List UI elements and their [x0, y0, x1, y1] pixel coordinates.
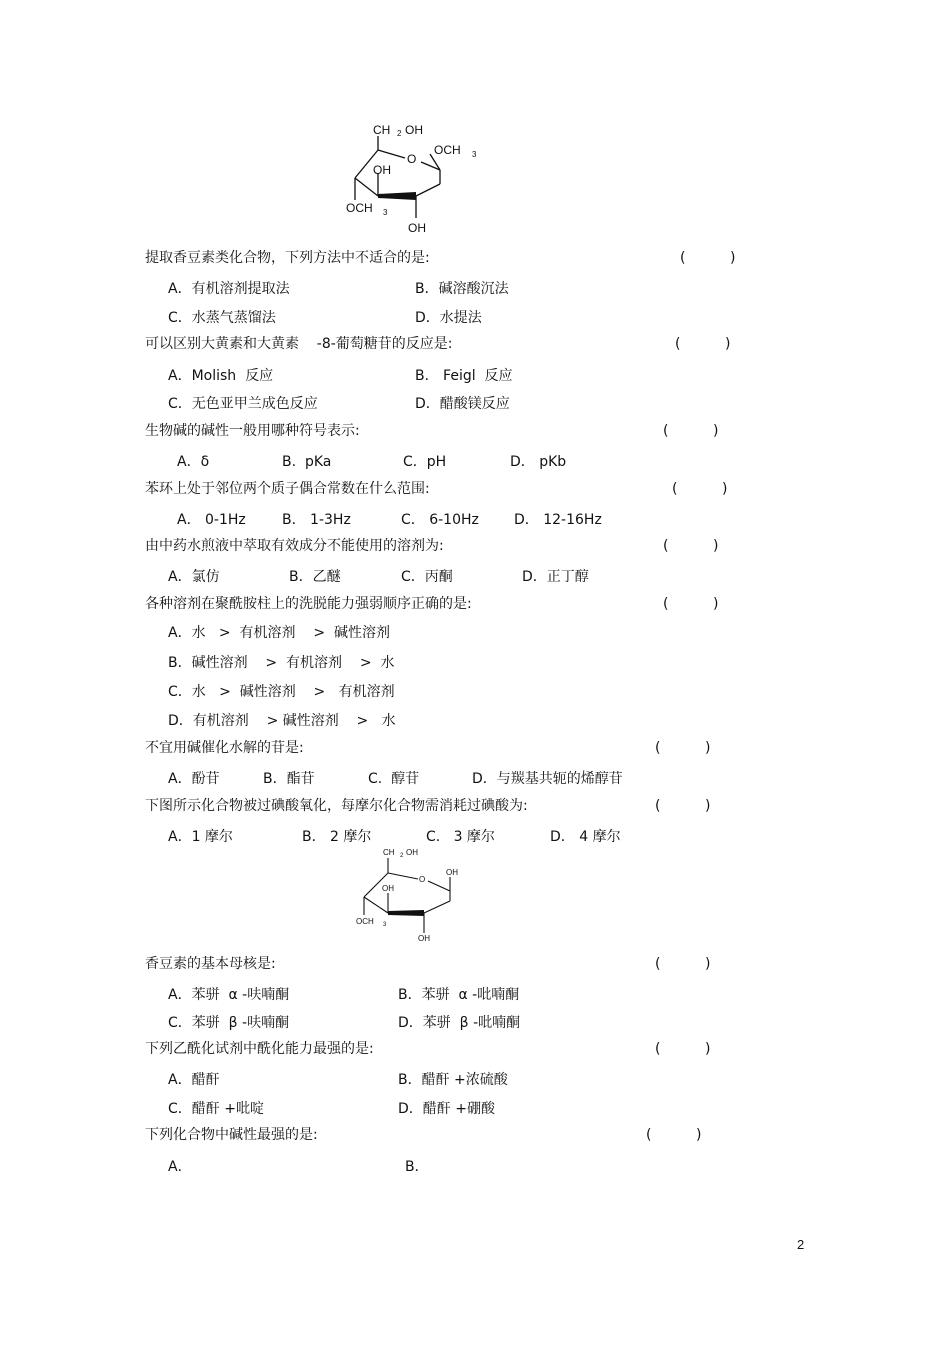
option-b: B. pKa: [282, 454, 332, 470]
oh-label: OH: [408, 221, 426, 235]
answer-bracket: ( ): [672, 481, 728, 497]
answer-bracket: ( ): [663, 538, 719, 554]
option-d: D．醋酐 +硼酸: [398, 1101, 495, 1117]
ch2oh-label: CH: [383, 848, 395, 857]
question-stem: 下图所示化合物被过碘酸氧化，每摩尔化合物需消耗过碘酸为:: [145, 798, 528, 814]
option-b: B．醋酐 +浓硫酸: [398, 1072, 508, 1088]
chemical-structure-1: [330, 118, 490, 238]
subscript-3: 3: [472, 150, 477, 159]
option-c: C．丙酮: [401, 569, 453, 585]
option-b: B． Feigl 反应: [415, 368, 513, 384]
oh-label: OH: [418, 934, 430, 943]
option-c: C. 醇苷: [368, 771, 420, 787]
answer-bracket: ( ): [655, 798, 711, 814]
page-number: 2: [797, 1237, 805, 1252]
option-d: D．有机溶剂 > 碱性溶剂 > 水: [168, 713, 396, 729]
och3-label: OCH: [346, 201, 373, 215]
option-a: A．有机溶剂提取法: [168, 281, 290, 297]
answer-bracket: ( ): [646, 1127, 702, 1143]
option-c: C．水 > 碱性溶剂 > 有机溶剂: [168, 684, 395, 700]
chemical-structure-2: [350, 845, 470, 945]
answer-bracket: ( ): [663, 596, 719, 612]
option-d: D． 12-16Hz: [514, 512, 602, 528]
option-d: D．水提法: [415, 310, 482, 326]
answer-bracket: ( ): [675, 336, 731, 352]
option-a: A．苯骈 α -呋喃酮: [168, 987, 290, 1003]
ring-oxygen-label: O: [407, 152, 417, 166]
option-b: B．碱溶酸沉法: [415, 281, 509, 297]
option-b: B．酯苷: [263, 771, 315, 787]
subscript-3: 3: [383, 922, 387, 928]
question-stem: 下列乙酰化试剂中酰化能力最强的是:: [145, 1041, 374, 1057]
option-c: C．醋酐 +吡啶: [168, 1101, 264, 1117]
ch2oh-label: CH: [373, 123, 391, 137]
option-c: C．无色亚甲兰成色反应: [168, 396, 318, 412]
question-stem: 不宜用碱催化水解的苷是:: [145, 740, 304, 756]
answer-bracket: ( ): [663, 423, 719, 439]
option-b: B． 2 摩尔: [302, 829, 372, 845]
oh-label: OH: [373, 163, 391, 177]
option-c: C．苯骈 β -呋喃酮: [168, 1015, 290, 1031]
answer-bracket: ( ): [655, 1041, 711, 1057]
question-stem: 提取香豆素类化合物，下列方法中不适合的是:: [145, 250, 430, 266]
option-c: C．pH: [403, 454, 447, 470]
option-b: B． 1-3Hz: [282, 512, 351, 528]
option-a: A．氯仿: [168, 569, 220, 585]
option-b: B．苯骈 α -吡喃酮: [398, 987, 520, 1003]
answer-bracket: ( ): [655, 740, 711, 756]
option-d: D． 4 摩尔: [550, 829, 621, 845]
question-stem: 各种溶剂在聚酰胺柱上的洗脱能力强弱顺序正确的是:: [145, 596, 472, 612]
option-c: C． 6-10Hz: [401, 512, 479, 528]
option-d: D． pKb: [510, 454, 567, 470]
question-stem: 由中药水煎液中萃取有效成分不能使用的溶剂为:: [145, 538, 444, 554]
option-a: A． 0-1Hz: [177, 512, 246, 528]
question-stem: 下列化合物中碱性最强的是:: [145, 1127, 318, 1143]
oh-label: OH: [406, 848, 418, 857]
option-d: D．苯骈 β -吡喃酮: [398, 1015, 521, 1031]
option-a: A．: [168, 1159, 192, 1175]
question-stem: 生物碱的碱性一般用哪种符号表示:: [145, 423, 360, 439]
option-b: B．: [405, 1159, 429, 1175]
option-a: A．醋酐: [168, 1072, 220, 1088]
subscript-2: 2: [397, 129, 402, 138]
och3-label: OCH: [356, 917, 374, 926]
option-d: D．与羰基共轭的烯醇苷: [472, 771, 623, 787]
option-a: A．1 摩尔: [168, 829, 233, 845]
answer-bracket: ( ): [655, 956, 711, 972]
option-a: A．酚苷: [168, 771, 220, 787]
option-a: A．Molish 反应: [168, 368, 274, 384]
option-d: D．正丁醇: [522, 569, 589, 585]
option-c: C. 3 摩尔: [426, 829, 495, 845]
oh-label: OH: [382, 884, 394, 893]
option-c: C．水蒸气蒸馏法: [168, 310, 276, 326]
question-stem: 香豆素的基本母核是:: [145, 956, 276, 972]
question-stem: 苯环上处于邻位两个质子偶合常数在什么范围:: [145, 481, 430, 497]
subscript-3: 3: [383, 208, 388, 217]
answer-bracket: ( ): [680, 250, 736, 266]
question-stem: 可以区别大黄素和大黄素 -8-葡萄糖苷的反应是:: [145, 336, 453, 352]
oh-label: OH: [446, 868, 458, 877]
oh-label: OH: [405, 123, 423, 137]
option-d: D．醋酸镁反应: [415, 396, 510, 412]
ring-oxygen-label: O: [419, 875, 426, 884]
subscript-2: 2: [400, 853, 404, 859]
option-b: B．碱性溶剂 > 有机溶剂 > 水: [168, 655, 395, 671]
option-a: A．δ: [177, 454, 210, 470]
option-a: A．水 > 有机溶剂 > 碱性溶剂: [168, 625, 390, 641]
och3-label: OCH: [434, 143, 461, 157]
option-b: B．乙醚: [289, 569, 341, 585]
